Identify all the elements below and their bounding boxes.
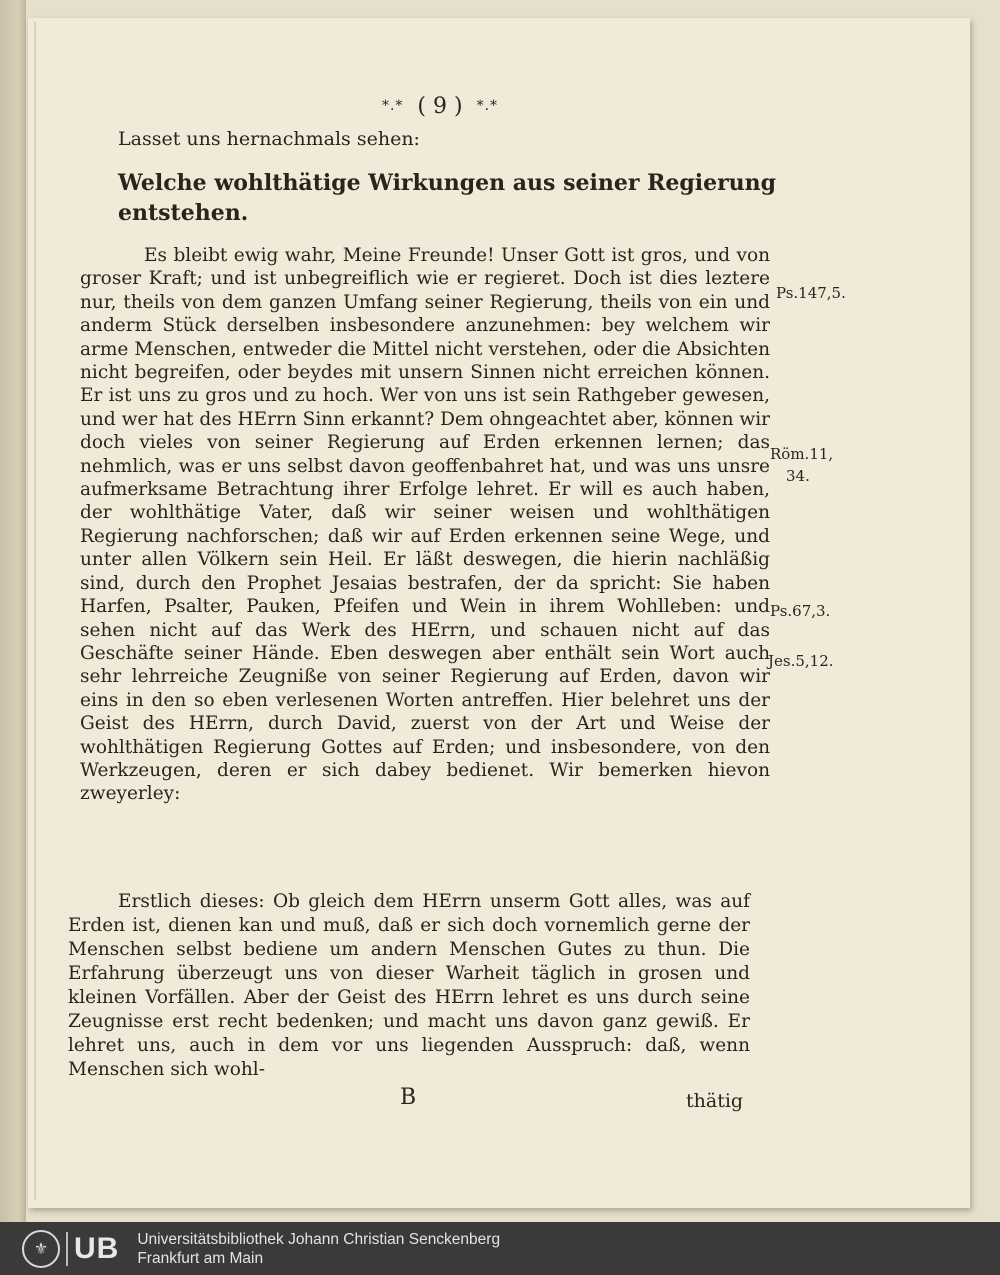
catchword: thätig [686,1090,744,1112]
paragraph-2 [68,890,750,1082]
header-ornament-left: *.* [381,98,404,114]
margin-note: 34. [786,467,810,485]
library-logo[interactable] [22,1230,119,1268]
paragraph-1 [80,244,770,806]
margin-note: Röm.11, [770,445,834,463]
signature-mark: B [400,1085,417,1110]
paragraph-1-text: Es bleibt ewig wahr, Meine Freunde! Unser Gott ist gros, und von groser Kraft; und ist unbegreiflich wie er regieret. Doch ist dies leztere nur, theils von dem ganzen Umfang seiner Regierung, theils von ein und anderm Stück derselben insbesondere anzunehmen: bey welchem wir arme Menschen, entweder die Mittel nicht verstehen, oder die Absichten nicht begreifen, oder beydes mit unsern Sinnen nicht erreichen können. Er ist uns zu gros und zu hoch. Wer von uns ist sein Rathgeber gewesen, und wer hat des HErrn Sinn erkannt? Dem ohngeachtet aber, können wir doch vieles von seiner Regierung auf Erden erkennen lernen; das nehmlich, was er uns selbst davon geoffenbahret hat, und was uns unsre aufmerksame Betrachtung ihrer Erfolge lehret. Er will es auch haben, der wohlthätige Vater, daß wir seiner weisen und wohlthätigen Regierung nachforschen; daß wir auf Erden erkennen seine Wege, und unter allen Völkern sein Heil. Er läßt deswegen, die hierin nachläßig sind, durch den Prophet Jesaias bestrafen, der da spricht: Sie haben Harfen, Psalter, Pauken, Pfeifen und Wein in ihrem Wohlleben: und sehen nicht auf das Werk des HErrn, und schauen nicht auf das Geschäfte seiner Hände. Eben deswegen aber enthält sein Wort auch sehr lehrreiche Zeugniße von seiner Regierung auf Erden, davon wir eins in den so eben verlesenen Worten antreffen. Hier belehret uns der Geist des HErrn, durch David, zuerst von der Art und Weise der wohlthätigen Regierung Gottes auf Erden; und insbesondere, von den Werkzeugen, deren er sich dabey bedienet. Wir bemerken hievon zweyerley: [80,245,770,805]
page-number: ( 9 ) [417,93,463,119]
margin-note: Ps.147,5. [776,284,846,302]
library-seal-icon: ⚜ [22,1230,60,1268]
section-heading: Welche wohlthätige Wirkungen aus seiner Regierung entstehen. [118,170,777,226]
previous-page-edge [0,0,26,1222]
margin-note: Ps.67,3. [770,602,831,620]
page-fold-shadow [34,22,36,1200]
intro-line: Lasset uns hernachmals sehen: [118,128,420,150]
margin-note: Jes.5,12. [768,652,834,670]
institution-line-1: Universitätsbibliothek Johann Christian Senckenberg [137,1230,501,1248]
institution-name [137,1230,500,1268]
logo-text: UB [66,1232,119,1266]
page-header [340,88,540,124]
paragraph-2-text: Erstlich dieses: Ob gleich dem HErrn unserm Gott alles, was auf Erden ist, dienen kan und muß, daß er sich doch vornemlich gerne der Menschen selbst bediene um andern Menschen Gutes zu thun. Die Erfahrung überzeugt uns von dieser Warheit täglich in grosen und kleinen Vorfällen. Aber der Geist des HErrn lehret es uns durch seine Zeugnisse erst recht bedenken; und macht uns davon ganz gewiß. Er lehret uns, auch in dem vor uns liegenden Ausspruch: daß, wenn Menschen sich wohl- [68,891,750,1080]
header-ornament-right: *.* [476,98,499,114]
institution-line-2: Frankfurt am Main [137,1249,264,1267]
library-footer-bar [0,1222,1000,1275]
